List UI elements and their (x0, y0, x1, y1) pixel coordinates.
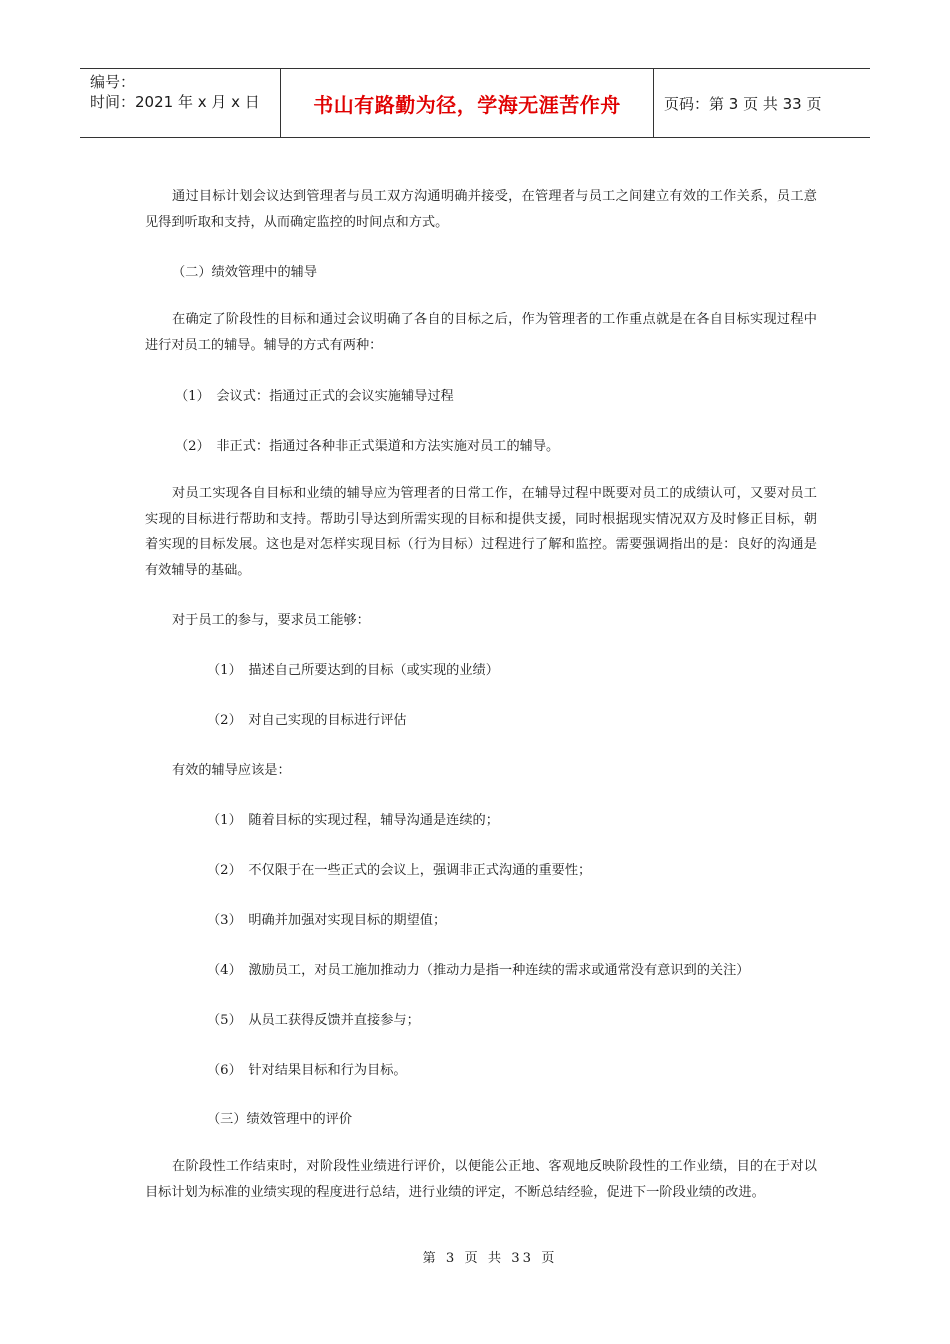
page-footer: 第 3 页 共 33 页 (422, 1251, 558, 1266)
list-item-effective-2: （2） 不仅限于在一些正式的会议上，强调非正式沟通的重要性； (207, 863, 592, 878)
list-item-effective-1: （1） 随着目标的实现过程，辅导沟通是连续的； (207, 813, 499, 828)
header-page-indicator: 页码：第 3 页 共 33 页 (664, 94, 822, 113)
paragraph-evaluation: 在阶段性工作结束时，对阶段性业绩进行评价，以便能公正地、客观地反映阶段性的工作业绩，目的在于对以目标计划为标准的业绩实现的程度进行总结，进行业绩的评定，不断总结经验，促进下一阶段业绩的改进。 (145, 1159, 817, 1200)
list-item-effective-4: （4） 激励员工，对员工施加推动力（推动力是指一种连续的需求或通常没有意识到的关注） (207, 963, 750, 978)
document-number-label: 编号： (90, 73, 136, 91)
list-item-method-2: （2） 非正式：指通过各种非正式渠道和方法实施对员工的辅导。 (175, 439, 560, 454)
section-heading-evaluation: （三）绩效管理中的评价 (207, 1112, 353, 1127)
paragraph-coaching-daily: 对员工实现各自目标和业绩的辅导应为管理者的日常工作，在辅导过程中既要对员工的成绩认可，又要对员工实现的目标进行帮助和支持。帮助引导达到所需实现的目标和提供支援，同时根据现实情况双方及时修正目标，朝着实现的目标发展。这也是对怎样实现目标（行为目标）过程进行了解和监控。需要强调指出的是：良好的沟通是有效辅导的基础。 (145, 486, 817, 578)
section-heading-coaching: （二）绩效管理中的辅导 (172, 265, 318, 280)
paragraph-intro: 通过目标计划会议达到管理者与员工双方沟通明确并接受，在管理者与员工之间建立有效的工作关系，员工意见得到听取和支持，从而确定监控的时间点和方式。 (145, 189, 817, 230)
header-meta-cell (80, 69, 281, 137)
paragraph-employee-participation: 对于员工的参与，要求员工能够： (172, 613, 370, 628)
list-item-participation-2: （2） 对自己实现的目标进行评估 (207, 713, 407, 728)
list-item-participation-1: （1） 描述自己所要达到的目标（或实现的业绩） (207, 663, 499, 678)
page-header (80, 68, 870, 138)
list-item-method-1: （1） 会议式：指通过正式的会议实施辅导过程 (175, 389, 454, 404)
paragraph-effective-coaching: 有效的辅导应该是： (172, 763, 291, 778)
list-item-effective-5: （5） 从员工获得反馈并直接参与； (207, 1013, 420, 1028)
document-date-label: 时间：2021 年 x 月 x 日 (90, 93, 260, 111)
paragraph-coaching-intro: 在确定了阶段性的目标和通过会议明确了各自的目标之后，作为管理者的工作重点就是在各自目标实现过程中进行对员工的辅导。辅导的方式有两种： (145, 312, 817, 353)
list-item-effective-3: （3） 明确并加强对实现目标的期望值； (207, 913, 447, 928)
list-item-effective-6: （6） 针对结果目标和行为目标。 (207, 1063, 407, 1078)
header-motto: 书山有路勤为径，学海无涯苦作舟 (281, 69, 654, 137)
